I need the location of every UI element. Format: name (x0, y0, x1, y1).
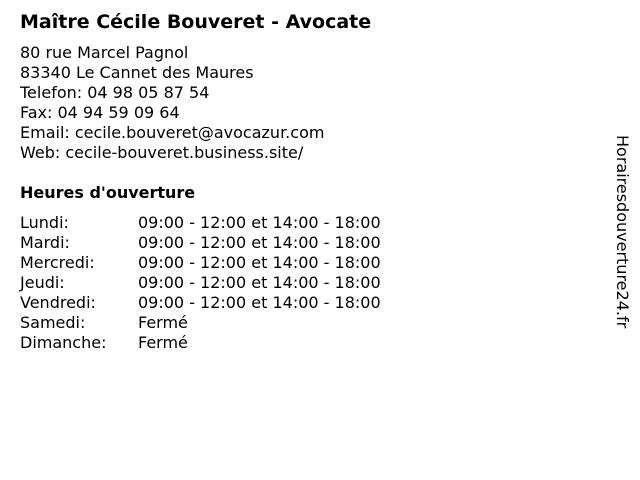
day-label: Mardi: (20, 233, 70, 252)
day-label: Dimanche: (20, 333, 107, 352)
email-line: Email: cecile.bouveret@avocazur.com (20, 123, 325, 142)
web-line: Web: cecile-bouveret.business.site/ (20, 143, 304, 162)
day-label: Vendredi: (20, 293, 96, 312)
fax-line: Fax: 04 94 59 09 64 (20, 103, 180, 122)
address-line-1: 80 rue Marcel Pagnol (20, 43, 189, 62)
time-value: 09:00 - 12:00 et 14:00 - 18:00 (138, 253, 381, 272)
day-label: Jeudi: (20, 273, 65, 292)
opening-hours-heading: Heures d'ouverture (20, 183, 196, 202)
time-value: Fermé (138, 333, 188, 352)
day-label: Lundi: (20, 213, 69, 232)
time-value: 09:00 - 12:00 et 14:00 - 18:00 (138, 273, 381, 292)
contact-info (20, 43, 324, 163)
watermark-text: Horairesdouverture24.fr (613, 135, 632, 329)
day-label: Mercredi: (20, 253, 95, 272)
site-watermark (610, 135, 640, 375)
time-value: 09:00 - 12:00 et 14:00 - 18:00 (138, 233, 381, 252)
address-line-2: 83340 Le Cannet des Maures (20, 63, 254, 82)
time-value: 09:00 - 12:00 et 14:00 - 18:00 (138, 213, 381, 232)
phone-line: Telefon: 04 98 05 87 54 (20, 83, 210, 102)
day-label: Samedi: (20, 313, 86, 332)
time-value: Fermé (138, 313, 188, 332)
business-title: Maître Cécile Bouveret - Avocate (20, 11, 372, 33)
time-value: 09:00 - 12:00 et 14:00 - 18:00 (138, 293, 381, 312)
